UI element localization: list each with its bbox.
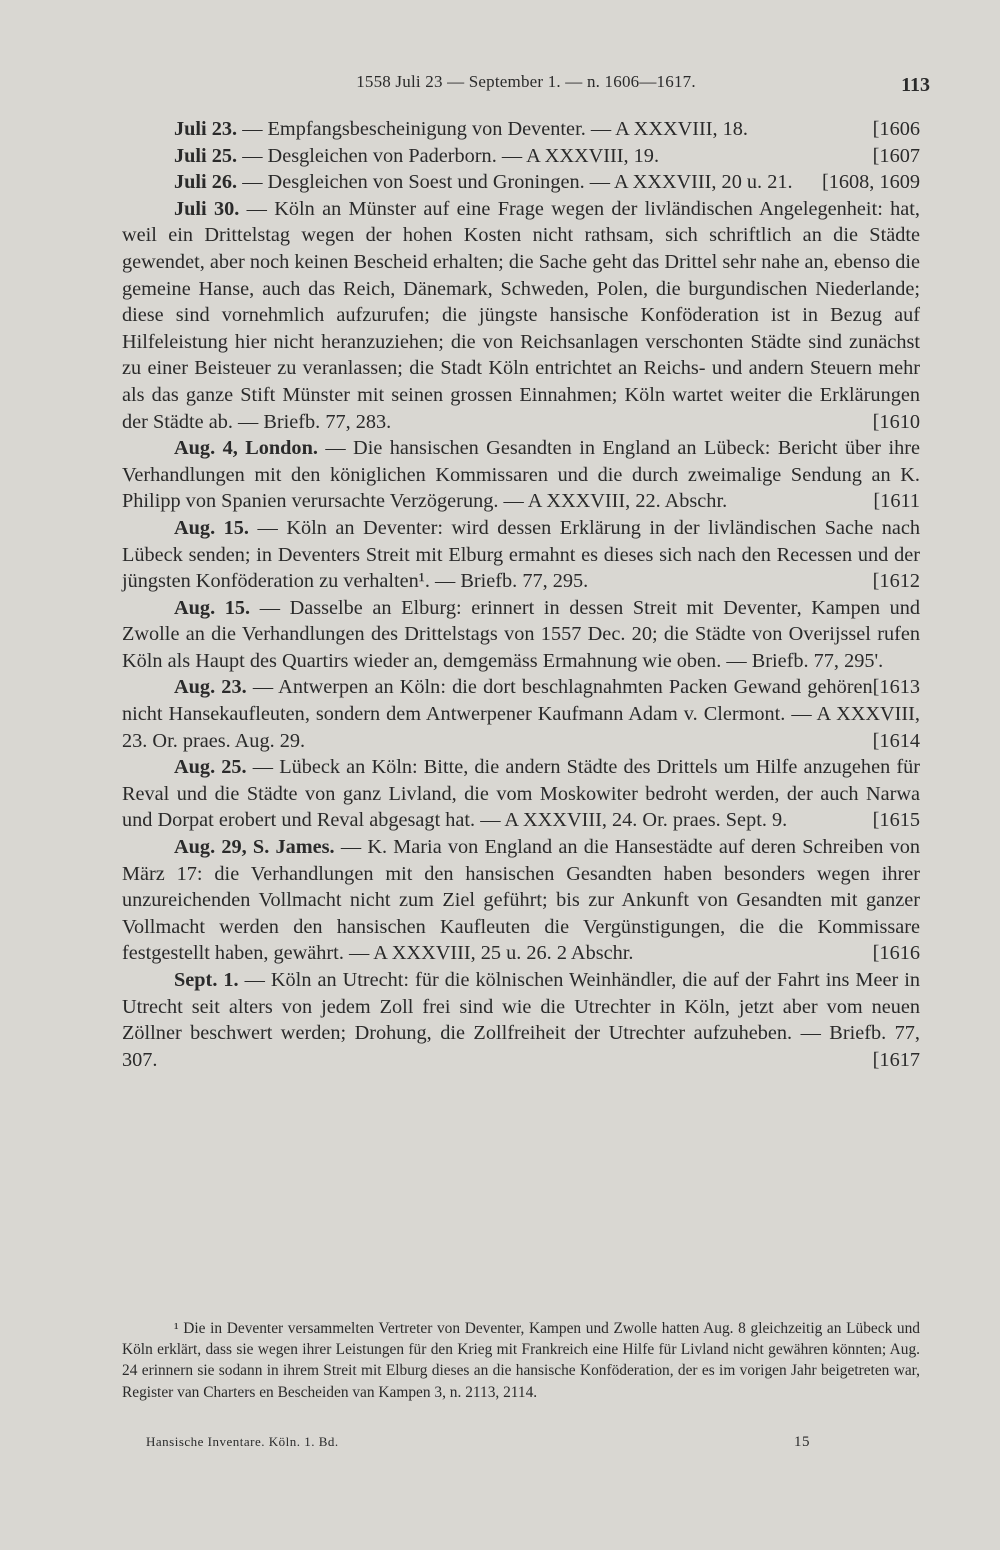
- entry-text: — Köln an Utrecht: für die kölnischen Weinhändler, die auf der Fahrt ins Meer in Utrecht seit alters von jedem Zoll frei sind wie die Utrechter in Köln, jetzt aber vom neuen Zöllner beschwert werden; Drohung, die Zollfreiheit der Utrechter aufzuheben. — Briefb. 77, 307.: [122, 969, 920, 1071]
- running-header: [122, 72, 930, 102]
- entry-1612: [122, 515, 920, 595]
- register-number: [1612: [872, 570, 920, 593]
- entry-date: Aug. 23.: [174, 676, 247, 699]
- page-number: 113: [901, 74, 930, 96]
- entry-1614: [122, 674, 920, 754]
- entry-date: Juli 30.: [174, 197, 240, 220]
- entry-date: Aug. 25.: [174, 756, 247, 779]
- entry-text: — Köln an Münster auf eine Frage wegen der livländischen Angelegenheit: hat, weil ein Drittelstag wegen der hohen Kosten nicht rathsam, sich schriftlich an die Städte gewendet, aber noch keinen Bescheid erhalten; die Sache geht das Drittel sehr nahe an, ebenso die gemeine Hanse, auch das Reich, Dänemark, Schweden, Polen, die burgundischen Niederlande; diese sind vornehmlich aufzurufen; die jüngste hansische Konföderation ist in Bezug auf Hilfeleistung hier nicht heranzuziehen; die von Reichsanlagen verschonten Städte sind zunächst zu einer Beisteuer zu veranlassen; die Stadt Köln entrichtet an Reichs- und andern Steuern mehr als das ganze Stift Münster mit seinen grossen Einnahmen; Köln wartet weiter die Erklärungen der Städte ab. — Briefb. 77, 283.: [122, 197, 920, 433]
- footnote-1: ¹ Die in Deventer versammelten Vertreter von Deventer, Kampen und Zwolle hatten Aug. 8 gleichzeitig an Lübeck und Köln erklärt, dass sie wegen ihrer Leistungen für den Krieg mit Frankreich eine Hilfe für Livland nicht gewähren könnten; Aug. 24 erinnern sie sodann in ihrem Streit mit Elburg dieses an die hansische Konföderation, der es im vorigen Jahr beigetreten war, Register van Charters en Bescheiden van Kampen 3, n. 2113, 2114.: [122, 1320, 920, 1401]
- footnotes: [122, 1318, 920, 1403]
- running-title: 1558 Juli 23 — September 1. — n. 1606—1617.: [356, 72, 696, 91]
- signature-title: Hansische Inventare. Köln. 1. Bd.: [146, 1434, 339, 1449]
- register-number: [1617: [872, 1048, 920, 1071]
- entry-1615: [122, 754, 920, 834]
- entry-text: — Die hansischen Gesandten in England an Lübeck: Bericht über ihre Verhandlungen mit den königlichen Kommissaren und die durch zweimalige Sendung an K. Philipp von Spanien verursachte Verzögerung. — A XXXVIII, 22. Abschr.: [122, 437, 920, 513]
- entry-text: — Antwerpen an Köln: die dort beschlagnahmten Packen Gewand gehören nicht Hansekaufleuten, sondern dem Antwerpener Kaufmann Adam v. Clermont. — A XXXVIII, 23. Or. praes. Aug. 29.: [122, 676, 920, 752]
- entry-1610: [122, 196, 920, 435]
- entry-date: Aug. 15.: [174, 596, 251, 619]
- entry-date: Aug. 4, London.: [174, 437, 318, 460]
- entry-text: — Empfangsbescheinigung von Deventer. — A XXXVIII, 18.: [237, 118, 749, 140]
- register-number: [1610: [872, 410, 920, 433]
- register-number: [1616: [872, 942, 920, 965]
- entry-text: — Dasselbe an Elburg: erinnert in dessen Streit mit Deventer, Kampen und Zwolle an die Verhandlungen des Drittelstags von 1557 Dec. 20; die Städte von Overijssel rufen Köln als Haupt des Quartirs wieder an, demgemäss Ermahnung wie oben. — Briefb. 77, 295'.: [122, 596, 920, 672]
- entry-date: Aug. 29, S. James.: [174, 836, 335, 859]
- entry-text: — Lübeck an Köln: Bitte, die andern Städte des Drittels um Hilfe anzugehen für Reval und die Städte von ganz Livland, die vom Moskowiter bedroht werden, der auch Narwa und Dorpat erobert und Reval abgesagt hat. — A XXXVIII, 24. Or. praes. Sept. 9.: [122, 756, 921, 832]
- register-number: [1615: [872, 809, 920, 832]
- entry-text: — Köln an Deventer: wird dessen Erklärung in der livländischen Sache nach Lübeck senden; in Deventers Streit mit Elburg ermahnt es dieses sich nach den Recessen und der jüngsten Konföderation zu verhalten¹. — Briefb. 77, 295.: [122, 516, 921, 593]
- entry-1616: [122, 834, 920, 967]
- entry-1617: [122, 967, 920, 1073]
- signature-number: 15: [794, 1434, 810, 1450]
- register-number: [1613: [872, 676, 920, 699]
- register-number: [1614: [872, 729, 920, 752]
- entry-1611: [122, 435, 920, 515]
- entry-1606: [122, 116, 920, 143]
- printer-signature: [146, 1434, 810, 1450]
- register-number: [1611: [873, 490, 920, 513]
- entry-date: Juli 26.: [174, 171, 238, 194]
- entry-text: — Desgleichen von Paderborn. — A XXXVIII, 19.: [237, 144, 660, 167]
- entry-text: — K. Maria von England an die Hansestädte auf deren Schreiben von März 17: die Verhandlungen mit den hansischen Gesandten haben besonders wegen ihrer unzureichenden Vollmacht nicht zum Ziel geführt; bis zur Ankunft von Gesandten mit ganzer Vollmacht werden den hansischen Kaufleuten die Vergünstigungen, die die Kommissare festgestellt haben, gewährt. — A XXXVIII, 25 u. 26. 2 Abschr.: [122, 836, 920, 965]
- entry-date: Juli 23.: [174, 118, 238, 140]
- entry-1608-1609: [122, 169, 920, 196]
- entries-body: [122, 116, 920, 1073]
- entry-date: Sept. 1.: [174, 969, 239, 991]
- register-number: [1608, 1609: [821, 171, 920, 194]
- entry-1607: [122, 143, 920, 170]
- register-number: [1607: [872, 144, 920, 167]
- entry-date: Juli 25.: [174, 144, 238, 167]
- entry-date: Aug. 15.: [174, 516, 250, 539]
- entry-text: — Desgleichen von Soest und Groningen. — A XXXVIII, 20 u. 21.: [237, 171, 793, 194]
- register-number: [1606: [872, 118, 920, 140]
